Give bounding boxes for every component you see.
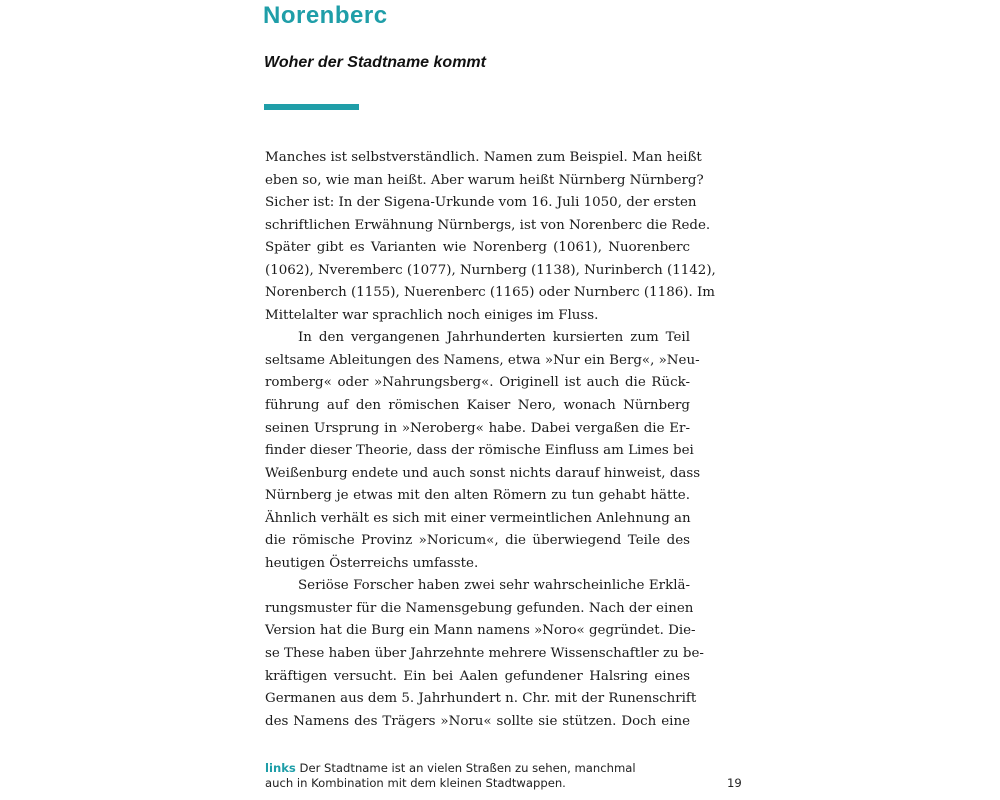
caption-label: links	[265, 761, 296, 775]
text-line: Nürnberg je etwas mit den alten Römern zu tun gehabt hätte.	[265, 488, 690, 504]
text-line: die römische Provinz »Noricum«, die überwiegend Teile des	[265, 533, 690, 549]
text-line: Sicher ist: In der Sigena-Urkunde vom 16. Juli 1050, der ersten	[265, 195, 697, 211]
text-line: romberg« oder »Nahrungsberg«. Originell ist auch die Rück-	[265, 375, 690, 391]
text-line: kräftigen versucht. Ein bei Aalen gefundener Halsring eines	[265, 668, 690, 684]
text-line: heutigen Österreichs umfasste.	[265, 555, 479, 571]
text-line: seinen Ursprung in »Neroberg« habe. Dabei vergaßen die Er-	[265, 420, 690, 436]
text-line: Norenberch (1155), Nuerenberc (1165) oder Nurnberc (1186). Im	[265, 285, 715, 301]
caption-line	[265, 761, 695, 776]
image-caption	[265, 761, 695, 791]
text-line: Germanen aus dem 5. Jahrhundert n. Chr. mit der Runenschrift	[265, 691, 697, 707]
text-line: Manches ist selbstverständlich. Namen zum Beispiel. Man heißt	[265, 150, 702, 165]
text-line: schriftlichen Erwähnung Nürnbergs, ist von Norenberc die Rede.	[265, 217, 711, 233]
text-line: Weißenburg endete und auch sonst nichts darauf hinweist, dass	[265, 465, 701, 481]
text-line: Ähnlich verhält es sich mit einer vermeintlichen Anlehnung an	[265, 510, 691, 526]
text-line: führung auf den römischen Kaiser Nero, wonach Nürnberg	[265, 398, 690, 414]
text-line: Später gibt es Varianten wie Norenberg (1061), Nuorenberc	[265, 240, 690, 256]
text-line: rungsmuster für die Namensgebung gefunden. Nach der einen	[265, 600, 694, 616]
text-line: Seriöse Forscher haben zwei sehr wahrscheinliche Erklä-	[298, 578, 690, 594]
text-line: seltsame Ableitungen des Namens, etwa »Nur ein Berg«, »Neu-	[265, 352, 700, 368]
page-number: 19	[727, 776, 742, 790]
body-text	[265, 147, 716, 733]
chapter-subtitle: Woher der Stadtname kommt	[264, 54, 486, 71]
text-line: eben so, wie man heißt. Aber warum heißt Nürnberg Nürnberg?	[265, 172, 704, 188]
caption-line: auch in Kombination mit dem kleinen Stadtwappen.	[265, 776, 566, 790]
chapter-title: Norenberc	[263, 2, 388, 29]
caption-text: Der Stadtname ist an vielen Straßen zu sehen, manchmal	[299, 761, 636, 775]
text-line: (1062), Nveremberc (1077), Nurnberg (1138), Nurinberch (1142),	[265, 262, 716, 278]
text-line: Version hat die Burg ein Mann namens »Noro« gegründet. Die-	[265, 623, 696, 639]
accent-rule	[264, 104, 359, 110]
text-line: Mittelalter war sprachlich noch einiges im Fluss.	[265, 307, 599, 323]
text-line: finder dieser Theorie, dass der römische Einfluss am Limes bei	[265, 443, 694, 459]
text-line: se These haben über Jahrzehnte mehrere Wissenschaftler zu be-	[265, 646, 704, 662]
text-line: In den vergangenen Jahrhunderten kursierten zum Teil	[298, 330, 690, 346]
text-line: des Namens des Trägers »Noru« sollte sie stützen. Doch eine	[265, 713, 690, 729]
